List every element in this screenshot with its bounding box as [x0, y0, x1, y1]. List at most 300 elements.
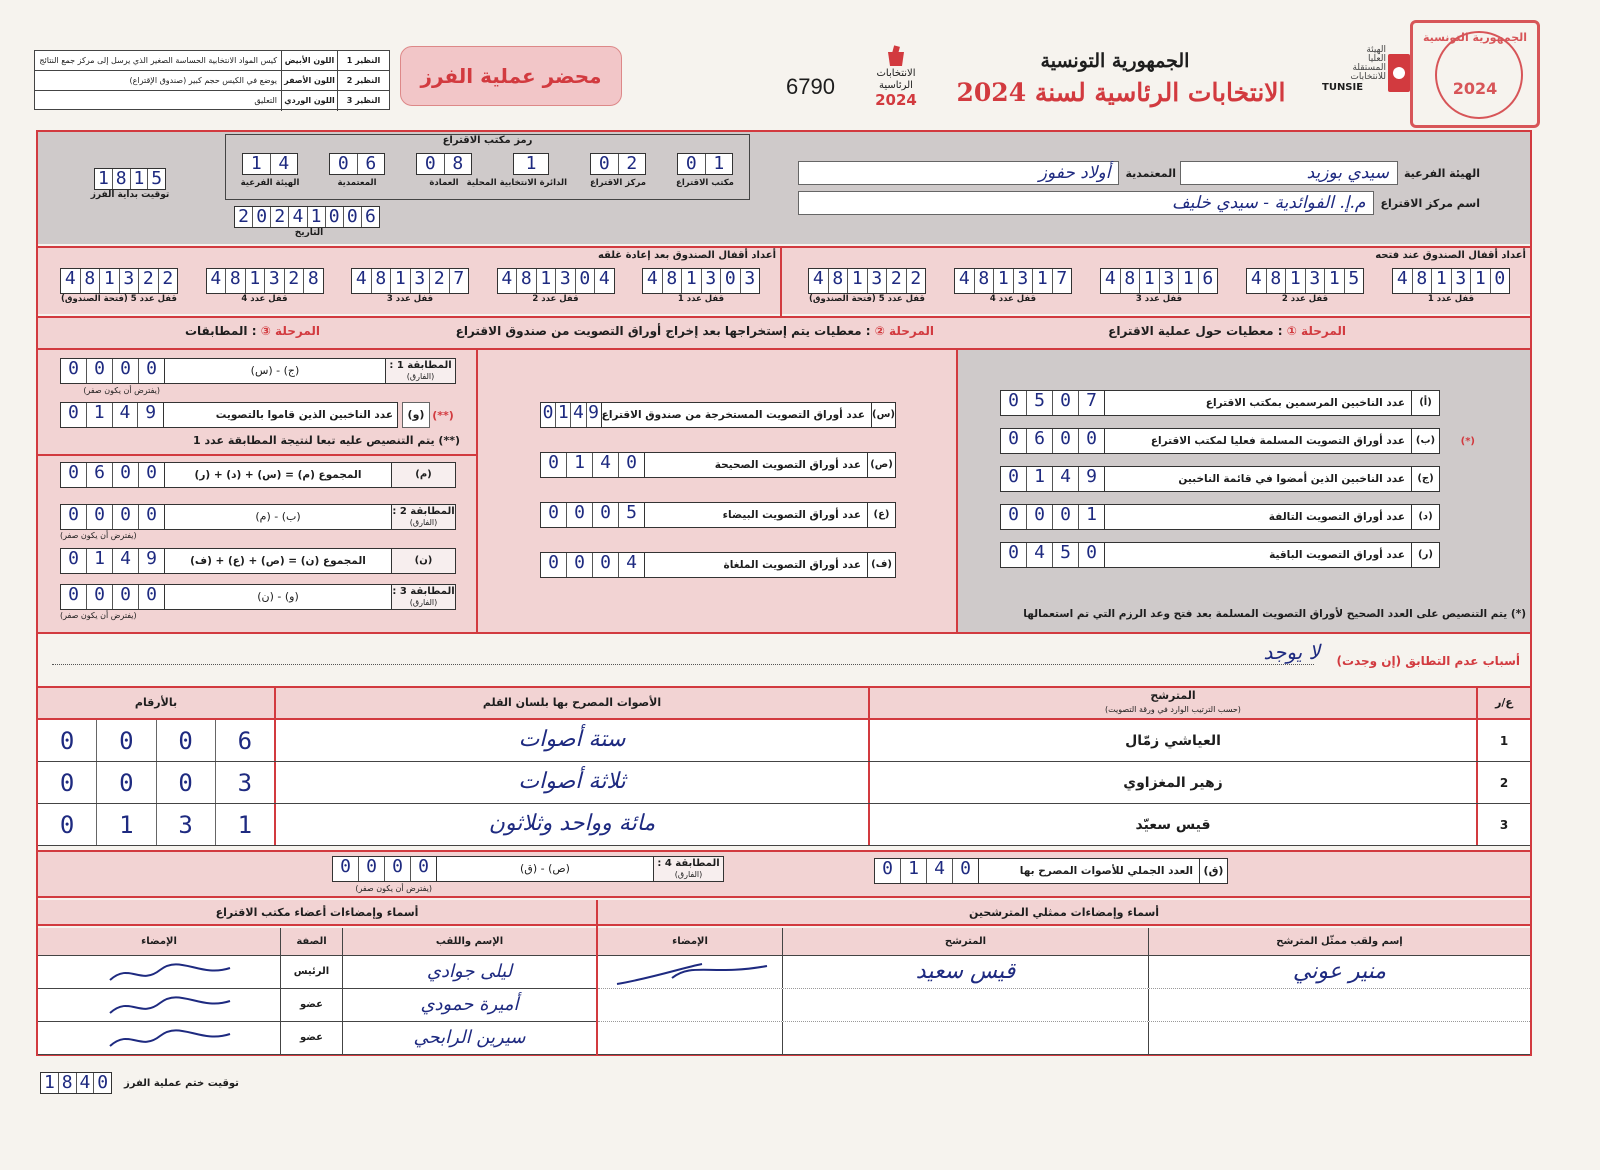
- stage3-lower: [60, 462, 456, 624]
- voters-voted-note: (**) يتم التنصيص عليه تبعا لنتيجة المطابقة عدد 1: [193, 434, 460, 447]
- stage1-value[interactable]: [1001, 505, 1105, 529]
- stage1-label: عدد الناخبين الذين أمضوا في قائمة الناخبين: [1178, 473, 1405, 485]
- rep-signature[interactable]: [598, 989, 782, 1021]
- total-votes-key: (ق): [1199, 859, 1227, 883]
- stage1-label: عدد أوراق التصويت الباقية: [1269, 549, 1405, 561]
- voters-voted-mark: (**): [432, 408, 454, 422]
- lock-field: [642, 268, 760, 304]
- signature-scribble-icon: [612, 958, 772, 988]
- rep-candidate[interactable]: [782, 1022, 1148, 1054]
- digit-cell: 8: [517, 269, 537, 293]
- digit-cell: 0: [541, 453, 567, 477]
- digit-cell: 1: [1432, 269, 1452, 293]
- member-row: [38, 956, 596, 989]
- stage3-header: [40, 324, 320, 338]
- stage3-title: : المطابقات: [184, 324, 257, 338]
- stage1-value[interactable]: [1001, 391, 1105, 415]
- date-box: [234, 206, 384, 238]
- digit-cell: 0: [1086, 542, 1097, 563]
- members-col-sign: الإمضاء: [141, 936, 177, 947]
- digit-cell: 4: [289, 207, 307, 227]
- digit-cell: 6: [237, 727, 253, 755]
- digit-cell: 0: [417, 154, 445, 174]
- rep-name[interactable]: منير عوني: [1148, 956, 1530, 988]
- lock-label: قفل عدد 2: [1281, 294, 1329, 304]
- member-name[interactable]: سيرين الرابحي: [342, 1022, 596, 1054]
- digit-cell: 7: [1056, 268, 1068, 289]
- sum-n-formula: المجموع (ن) = (ص) + (ع) + (ف): [190, 555, 366, 567]
- match1-row: [60, 358, 456, 384]
- votes-in-words[interactable]: ثلاثة أصوات: [274, 762, 868, 803]
- envelope-copy: النظير 3: [337, 91, 389, 111]
- digit-cell: 0: [875, 859, 901, 883]
- digit-cell: 3: [702, 269, 722, 293]
- digit-cell: 2: [271, 207, 289, 227]
- rep-signature[interactable]: [598, 1022, 782, 1054]
- lock-label: قفل عدد 1: [1427, 294, 1475, 304]
- rep-candidate[interactable]: [782, 989, 1148, 1021]
- stage2-value[interactable]: [541, 403, 602, 427]
- lock-number[interactable]: [351, 268, 469, 294]
- digit-cell: 1: [1086, 504, 1097, 525]
- reps-header: [598, 928, 1530, 956]
- members-title: أسماء وإمضاءات أعضاء مكتب الاقتراع: [215, 906, 419, 919]
- office-code-digits[interactable]: [677, 153, 733, 175]
- office-code-digits[interactable]: [590, 153, 646, 175]
- match2-label: المطابقة 2 :: [392, 506, 455, 517]
- digit-cell: 0: [567, 503, 593, 527]
- envelope-color: اللون الأبيض: [281, 51, 337, 70]
- stage1-value[interactable]: [1001, 429, 1105, 453]
- digit-cell: 0: [576, 269, 596, 293]
- candidate-number: 2: [1476, 762, 1530, 803]
- stage2-label: عدد أوراق التصويت الصحيحة: [714, 459, 861, 471]
- match2-value[interactable]: [61, 505, 165, 529]
- digit-cell: 3: [1160, 269, 1180, 293]
- candidate-number: 1: [1476, 720, 1530, 761]
- lock-number[interactable]: [1246, 268, 1364, 294]
- lock-label: قفل عدد 4: [241, 294, 288, 304]
- office-code-label: العمادة: [429, 178, 459, 188]
- member-signature[interactable]: [38, 1022, 280, 1054]
- center-field: [798, 190, 1480, 216]
- lock-number[interactable]: [206, 268, 324, 294]
- digit-cell: 8: [452, 153, 464, 174]
- envelope-row: [35, 91, 389, 111]
- digit-cell: 0: [97, 762, 156, 803]
- digit-cell: 1: [1471, 269, 1491, 293]
- digit-cell: 0: [253, 207, 271, 227]
- lock-label: قفل عدد 5 (فتحة الصندوق): [61, 294, 177, 304]
- digit-cell: 8: [663, 269, 683, 293]
- digit-cell: 8: [59, 1073, 77, 1093]
- member-signature[interactable]: [38, 956, 280, 988]
- logo-text: الانتخابات الرئاسية: [876, 68, 916, 91]
- candidate-name: زهير المغزاوي: [868, 762, 1476, 803]
- digit-cell: 0: [344, 207, 362, 227]
- digit-cell: 0: [38, 804, 97, 845]
- digit-cell: 0: [567, 553, 593, 577]
- match4-diff: (الفارق): [674, 870, 703, 879]
- digit-cell: 0: [61, 359, 87, 383]
- lock-field: [206, 268, 324, 304]
- delegation-label: المعتمدية: [1125, 166, 1176, 180]
- office-code-digits[interactable]: [416, 153, 472, 175]
- rep-row: [598, 1022, 1530, 1055]
- digit-cell: 6: [1027, 429, 1053, 453]
- digit-cell: 1: [237, 811, 253, 839]
- lock-number[interactable]: [1392, 268, 1510, 294]
- stage1-note: (*) يتم التنصيص على العدد الصحيح لأوراق التصويت المسلمة بعد فتح وعد الرزم التي تم استعمالها: [1023, 608, 1526, 620]
- digit-cell: 8: [1413, 269, 1433, 293]
- member-name[interactable]: ليلى جوادي: [342, 956, 596, 988]
- office-code-label: المعتمدية: [337, 178, 377, 188]
- stage2-key: (ف): [867, 553, 895, 577]
- envelope-color: اللون الأصفر: [281, 71, 337, 90]
- digit-cell: 1: [1286, 269, 1306, 293]
- digit-cell: 0: [333, 857, 359, 881]
- digit-cell: 0: [61, 585, 87, 609]
- lock-number[interactable]: [642, 268, 760, 294]
- rep-name[interactable]: [1148, 989, 1530, 1021]
- locks-reseal-row: [60, 268, 760, 304]
- office-code-title: رمز مكتب الاقتراع: [442, 135, 533, 146]
- member-name[interactable]: أميرة حمودي: [342, 989, 596, 1021]
- results-row: [38, 804, 1530, 846]
- branch-value[interactable]: سيدي بوزيد: [1180, 161, 1398, 185]
- office-code-digits[interactable]: [329, 153, 385, 175]
- voters-voted-key: (و): [402, 402, 430, 428]
- digit-cell: 0: [385, 857, 411, 881]
- digit-cell: 4: [1053, 467, 1079, 491]
- digit-cell: 0: [541, 503, 567, 527]
- office-code-field: [234, 153, 306, 188]
- isie-line: للانتخابات: [1350, 72, 1386, 82]
- lock-number[interactable]: [60, 268, 178, 294]
- match4-value[interactable]: [333, 857, 437, 881]
- digit-cell: 0: [157, 720, 216, 761]
- votes-in-digits[interactable]: [38, 720, 274, 761]
- digit-cell: 3: [1014, 269, 1034, 293]
- serial-number: 6790: [786, 74, 835, 99]
- digit-cell: 3: [237, 769, 253, 797]
- end-time-digits[interactable]: [40, 1072, 112, 1094]
- digit-cell: 0: [146, 584, 157, 605]
- match3-note: (يفترض أن يكون صفر): [60, 611, 137, 620]
- rep-row: [598, 956, 1530, 989]
- digit-cell: 0: [1001, 505, 1027, 529]
- reps-col-name: إسم ولقب ممثّل المترشح: [1148, 928, 1530, 955]
- votes-in-digits[interactable]: [38, 762, 274, 803]
- digit-cell: 0: [157, 762, 216, 803]
- digit-cell: 1: [901, 859, 927, 883]
- digit-cell: 4: [1027, 543, 1053, 567]
- digit-cell: 1: [41, 1073, 59, 1093]
- office-code-digits[interactable]: [513, 153, 549, 175]
- digit-cell: 3: [1452, 269, 1472, 293]
- digit-cell: 4: [278, 153, 290, 174]
- digit-cell: 1: [525, 153, 537, 174]
- lock-number[interactable]: [497, 268, 615, 294]
- lock-label: قفل عدد 3: [386, 294, 434, 304]
- delegation-field: [798, 160, 1176, 186]
- lock-number[interactable]: [808, 268, 926, 294]
- col-words-header: الأصوات المصرح بها بلسان القلم: [274, 688, 868, 718]
- lock-label: قفل عدد 3: [1135, 294, 1183, 304]
- match3-value[interactable]: [61, 585, 165, 609]
- digit-cell: 0: [1001, 543, 1027, 567]
- match4-formula: (ص) - (ق): [520, 862, 570, 875]
- digit-cell: 4: [1101, 269, 1121, 293]
- sum-n-value[interactable]: [61, 549, 165, 573]
- branch-label: الهيئة الفرعية: [1404, 166, 1480, 180]
- stage1-label: عدد أوراق التصويت المسلمة فعليا لمكتب الاقتراع: [1150, 435, 1405, 447]
- digit-cell: 4: [626, 552, 637, 573]
- sum-n-row: [60, 548, 456, 574]
- digit-cell: 1: [1027, 467, 1053, 491]
- rep-candidate[interactable]: قيس سعيد: [782, 956, 1148, 988]
- voters-voted-row: [60, 402, 456, 428]
- stage2-rows: [540, 402, 896, 602]
- match1-formula: (ج) - (س): [250, 364, 300, 377]
- voters-voted-label: عدد الناخبين الذين قاموا بالتصويت: [164, 402, 398, 428]
- digit-cell: 1: [1179, 269, 1199, 293]
- rep-row: [598, 989, 1530, 1022]
- lock-field: [1392, 268, 1510, 304]
- stage2-key: (س): [871, 403, 895, 427]
- votes-in-digits[interactable]: [38, 804, 274, 845]
- digit-cell: 0: [113, 585, 139, 609]
- members-col-name: الإسم واللقب: [342, 928, 596, 955]
- lock-label: قفل عدد 2: [532, 294, 579, 304]
- digit-cell: 3: [1306, 269, 1326, 293]
- match3-diff: (الفارق): [409, 598, 438, 607]
- digit-cell: 0: [1001, 467, 1027, 491]
- isie-abbr: TUNSIE: [1322, 82, 1364, 93]
- delegation-value[interactable]: أولاد حفوز: [798, 161, 1119, 185]
- digit-cell: 1: [994, 269, 1014, 293]
- digit-cell: 7: [1086, 390, 1097, 411]
- stage2-value[interactable]: [541, 453, 645, 477]
- office-code-box: [225, 134, 750, 200]
- digit-cell: 1: [308, 207, 326, 227]
- stage1-key: (ب): [1411, 429, 1439, 453]
- stage2-label: عدد أوراق التصويت البيضاء: [722, 509, 861, 521]
- sum-m-value[interactable]: [61, 463, 165, 487]
- digit-cell: 0: [97, 1072, 109, 1093]
- digit-cell: 4: [598, 268, 610, 289]
- digit-cell: 1: [95, 169, 113, 189]
- start-time-box: [90, 168, 170, 200]
- end-time-box: [40, 1072, 280, 1094]
- digit-cell: 4: [77, 1073, 95, 1093]
- match2-block: [60, 504, 456, 540]
- digit-cell: 6: [365, 206, 376, 227]
- match3-label-box: [391, 585, 455, 609]
- members-table: [38, 928, 596, 1055]
- lock-field: [497, 268, 615, 304]
- digit-cell: 0: [1053, 391, 1079, 415]
- stage1-rows: [1000, 390, 1475, 580]
- digit-cell: 3: [868, 269, 888, 293]
- digit-cell: 5: [151, 168, 163, 189]
- stamp-text: الجمهورية التونسية: [1422, 31, 1528, 44]
- isie-line: المستقلة: [1352, 63, 1386, 73]
- digit-cell: 8: [1121, 269, 1141, 293]
- digit-cell: 0: [330, 154, 358, 174]
- match2-note: (يفترض أن يكون صفر): [60, 531, 137, 540]
- reps-table: [598, 928, 1530, 1055]
- envelope-copy: النظير 1: [337, 51, 389, 70]
- digit-cell: 2: [285, 269, 305, 293]
- digit-cell: 4: [927, 859, 953, 883]
- stage3-tag: المرحلة ③: [260, 324, 320, 338]
- votes-in-words[interactable]: مائة وواحد وثلاثون: [274, 804, 868, 845]
- digit-cell: 2: [887, 269, 907, 293]
- digit-cell: 0: [960, 858, 971, 879]
- digit-cell: 0: [678, 154, 706, 174]
- digit-cell: 4: [955, 269, 975, 293]
- mismatch-line: [52, 664, 1314, 665]
- stage1-tag: المرحلة ①: [1286, 324, 1346, 338]
- sum-m-formula: المجموع (م) = (س) + (د) + (ر): [194, 469, 362, 481]
- digit-cell: 0: [541, 553, 567, 577]
- digit-cell: 0: [146, 358, 157, 379]
- envelope-desc: التعليق: [254, 96, 277, 105]
- lock-label: قفل عدد 1: [677, 294, 725, 304]
- form-title-badge: [400, 46, 622, 106]
- stage2-label: عدد أوراق التصويت الملغاة: [723, 559, 861, 571]
- match1-value[interactable]: [61, 359, 165, 383]
- member-signature[interactable]: [38, 989, 280, 1021]
- rep-signature[interactable]: [598, 956, 782, 988]
- member-row: [38, 989, 596, 1022]
- match2-row: [60, 504, 456, 530]
- digit-cell: 4: [1247, 269, 1267, 293]
- digit-cell: 0: [61, 403, 87, 427]
- digit-cell: 0: [38, 720, 97, 761]
- mismatch-value[interactable]: لا يوجد: [1263, 640, 1320, 664]
- digit-cell: 0: [721, 269, 741, 293]
- digit-cell: 8: [113, 169, 131, 189]
- digit-cell: 1: [100, 269, 120, 293]
- stamp-year: 2024: [1452, 79, 1498, 98]
- candidate-number: 3: [1476, 804, 1530, 845]
- votes-in-words[interactable]: ستة أصوات: [274, 720, 868, 761]
- col-candidate-title: المترشح: [1150, 689, 1196, 702]
- results-header: [38, 688, 1530, 720]
- digit-cell: 1: [1140, 269, 1160, 293]
- digit-cell: 1: [87, 549, 113, 573]
- digit-cell: 1: [97, 804, 156, 845]
- envelope-row: [35, 71, 389, 91]
- total-votes-value[interactable]: [875, 859, 979, 883]
- stage2-value[interactable]: [541, 553, 645, 577]
- office-code-field: [582, 153, 654, 188]
- member-role: عضو: [280, 989, 342, 1021]
- digit-cell: 0: [113, 359, 139, 383]
- rep-name[interactable]: [1148, 1022, 1530, 1054]
- total-votes-field: [874, 858, 1228, 884]
- digit-cell: 8: [226, 269, 246, 293]
- office-code-field: [669, 153, 741, 188]
- stage1-row: [1000, 428, 1475, 454]
- office-code-field: [466, 153, 567, 188]
- stage1-mark: (*): [1460, 436, 1475, 447]
- sum-n-key: (ن): [391, 549, 455, 573]
- office-code-label: مكتب الاقتراع: [676, 178, 734, 188]
- digit-cell: 4: [1393, 269, 1413, 293]
- digit-cell: 3: [411, 269, 431, 293]
- stage1-label: عدد الناخبين المرسمين بمكتب الاقتراع: [1205, 397, 1405, 409]
- election-logo: [866, 46, 926, 112]
- digit-cell: 0: [87, 359, 113, 383]
- voters-voted-value[interactable]: [60, 402, 164, 428]
- digit-cell: 6: [365, 153, 377, 174]
- digit-cell: 0: [593, 553, 619, 577]
- stage1-row: [1000, 390, 1440, 416]
- digit-cell: 0: [61, 463, 87, 487]
- stage1-key: (د): [1411, 505, 1439, 529]
- lock-label: قفل عدد 5 (فتحة الصندوق): [809, 294, 925, 304]
- digit-cell: 4: [352, 269, 372, 293]
- member-role: عضو: [280, 1022, 342, 1054]
- digit-cell: 4: [643, 269, 663, 293]
- digit-cell: 0: [1053, 505, 1079, 529]
- digit-cell: 4: [61, 269, 81, 293]
- lock-number[interactable]: [1100, 268, 1218, 294]
- match3-row: [60, 584, 456, 610]
- digit-cell: 8: [372, 269, 392, 293]
- start-time-digits[interactable]: [94, 168, 166, 190]
- stage2-value[interactable]: [541, 503, 645, 527]
- digit-cell: 0: [1001, 391, 1027, 415]
- office-code-digits[interactable]: [242, 153, 298, 175]
- digit-cell: 5: [1027, 391, 1053, 415]
- digit-cell: 0: [591, 154, 619, 174]
- digit-cell: 8: [1267, 269, 1287, 293]
- envelope-table: [34, 50, 390, 110]
- digit-cell: 0: [146, 462, 157, 483]
- digit-cell: 4: [498, 269, 518, 293]
- match2-label-box: [391, 505, 455, 529]
- stage1-value[interactable]: [1001, 543, 1105, 567]
- center-label: اسم مركز الاقتراع: [1380, 196, 1480, 210]
- stage1-key: (ج): [1411, 467, 1439, 491]
- match4-label: المطابقة 4 :: [657, 858, 720, 869]
- end-time-label: توقيت ختم عملية الفرز: [124, 1077, 239, 1089]
- totals-row: [38, 850, 1530, 898]
- col-no-header: ع/ر: [1476, 688, 1530, 718]
- office-code-label: مركز الاقتراع: [589, 178, 647, 188]
- center-value[interactable]: م.إ. الفوائدية - سيدي خليف: [798, 191, 1374, 215]
- total-votes-label: العدد الجملي للأصوات المصرح بها: [1019, 865, 1193, 877]
- digit-cell: 0: [38, 762, 97, 803]
- office-code-label: الدائرة الانتخابية المحلية: [466, 178, 567, 188]
- digit-cell: 1: [1325, 269, 1345, 293]
- digit-cell: 1: [537, 269, 557, 293]
- stage1-key: (ر): [1411, 543, 1439, 567]
- envelope-desc: كيس المواد الانتخابية الحساسة الصغير الذي يرسل إلى مركز جمع النتائج: [39, 56, 277, 65]
- match3-label: المطابقة 3 :: [392, 586, 455, 597]
- stage2-label: عدد أوراق التصويت المستخرجة من صندوق الاقتراع: [601, 409, 866, 421]
- stage1-label: عدد أوراق التصويت التالفة: [1268, 511, 1405, 523]
- candidate-name: قيس سعيّد: [868, 804, 1476, 845]
- date-digits[interactable]: [234, 206, 380, 228]
- election-title: الانتخابات الرئاسية لسنة 2024: [956, 78, 1286, 107]
- lock-number[interactable]: [954, 268, 1072, 294]
- stage1-value[interactable]: [1001, 467, 1105, 491]
